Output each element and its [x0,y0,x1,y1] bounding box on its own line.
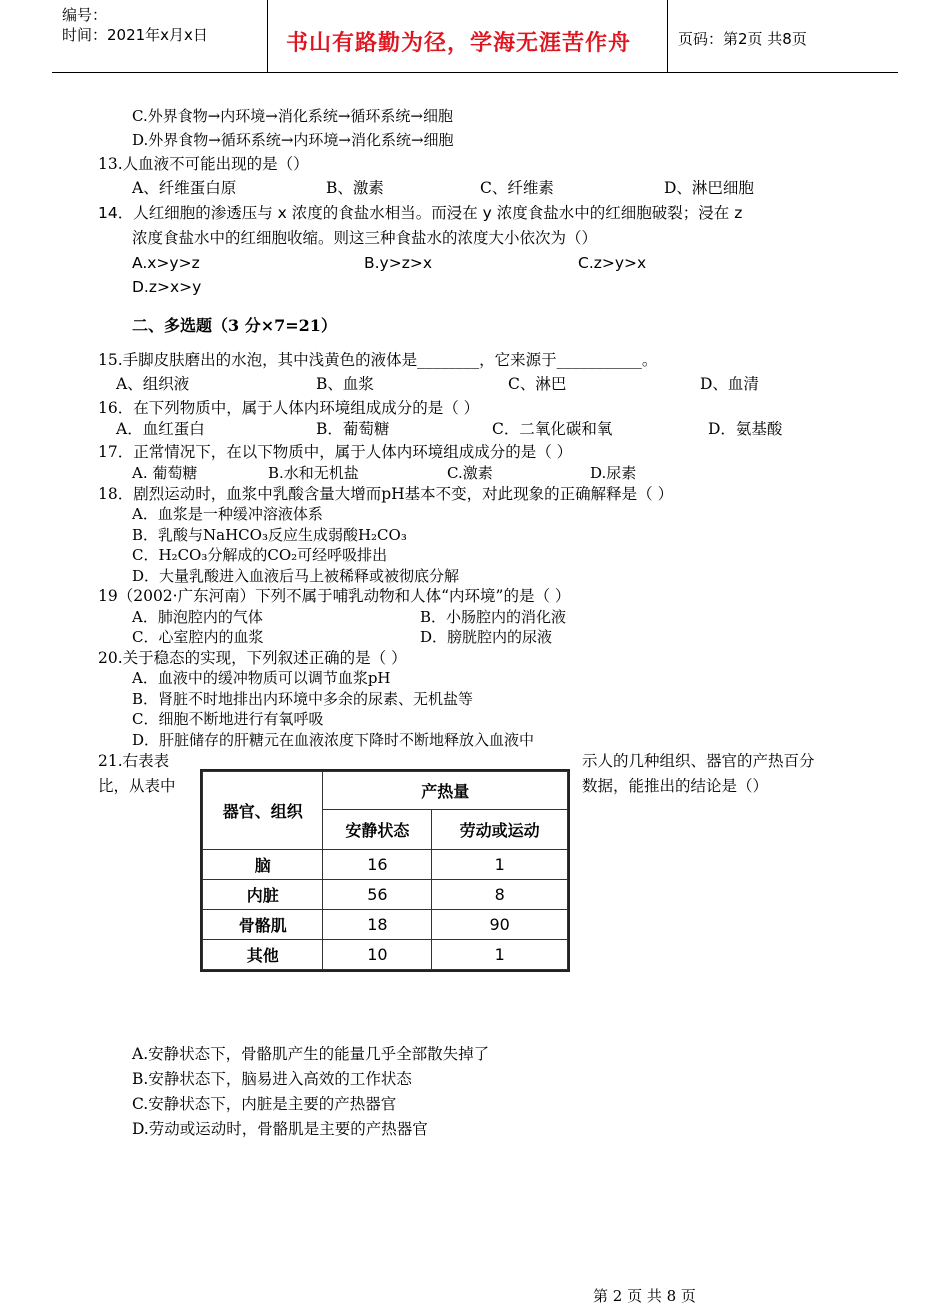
option-b: B、血浆 [316,375,374,393]
option-b: B.水和无机盐 [268,464,359,482]
option-d: D、淋巴细胞 [664,179,754,197]
option-a: A．肺泡腔内的气体 [132,608,263,626]
row-label: 其他 [203,940,323,970]
column-header-organ: 器官、组织 [203,772,323,850]
option-b: B、激素 [326,179,384,197]
column-header-work: 劳动或运动 [432,810,568,850]
option-d: D、血清 [700,375,759,393]
question-20: 20.关于稳态的实现，下列叙述正确的是（ ） [98,649,407,667]
question-21-right2: 数据，能推出的结论是（） [582,777,769,795]
question-16: 16．在下列物质中，属于人体内环境组成成分的是（ ） [98,399,480,417]
question-15: 15.手脚皮肤磨出的水泡，其中浅黄色的液体是________，它来源于___________。 [98,351,658,369]
page-footer: 第 2 页 共 8 页 [593,1287,696,1305]
option-a: A.安静状态下，骨骼肌产生的能量几乎全部散失掉了 [132,1045,490,1063]
option-a: A、组织液 [116,375,190,393]
option-c: C.安静状态下，内脏是主要的产热器官 [132,1095,397,1113]
option-d: D.劳动或运动时，骨骼肌是主要的产热器官 [132,1120,428,1138]
option-line: C.外界食物→内环境→消化系统→循环系统→细胞 [132,107,453,125]
option-c: C．H₂CO₃分解成的CO₂可经呼吸排出 [132,546,388,564]
header-divider-right [667,0,668,73]
option-a: A．血浆是一种缓冲溶液体系 [132,505,323,523]
data-table [202,771,568,970]
question-14-line1: 14．人红细胞的渗透压与 x 浓度的食盐水相当。而浸在 y 浓度食盐水中的红细胞破裂；浸在 z [98,204,743,222]
header-rule [52,72,898,73]
serial-label: 编号： [62,6,108,24]
option-d: D．氨基酸 [708,420,783,438]
option-line: D.外界食物→循环系统→内环境→消化系统→细胞 [132,131,454,149]
column-header-rest: 安静状态 [323,810,432,850]
option-b: B．葡萄糖 [316,420,390,438]
option-d: D.尿素 [590,464,637,482]
question-19: 19（2002·广东河南）下列不属于哺乳动物和人体“内环境”的是（ ） [98,587,571,605]
header-divider-left [267,0,268,73]
option-d: D．肝脏储存的肝糖元在血液浓度下降时不断地释放入血液中 [132,731,535,749]
question-14-line2: 浓度食盐水中的红细胞收缩。则这三种食盐水的浓度大小依次为（） [132,229,598,247]
table-row [203,850,568,880]
question-21-left2: 比，从表中 [98,777,176,795]
option-c: C.z>y>x [578,254,647,272]
motto: 书山有路勤为径，学海无涯苦作舟 [286,30,632,56]
option-a: A.x>y>z [132,254,200,272]
option-b: B.y>z>x [364,254,433,272]
option-c: C、淋巴 [508,375,567,393]
row-label: 内脏 [203,880,323,910]
option-c: C、纤维素 [480,179,554,197]
cell-rest: 56 [323,880,432,910]
cell-work: 90 [432,910,568,940]
option-c: C．细胞不断地进行有氧呼吸 [132,710,324,728]
option-a: A．血液中的缓冲物质可以调节血浆pH [132,669,391,687]
cell-rest: 16 [323,850,432,880]
column-header-heat: 产热量 [323,772,568,810]
option-d: D．膀胱腔内的尿液 [420,628,553,646]
row-label: 骨骼肌 [203,910,323,940]
option-b: B．乳酸与NaHCO₃反应生成弱酸H₂CO₃ [132,526,407,544]
cell-work: 8 [432,880,568,910]
option-d: D.z>x>y [132,278,202,296]
page-label: 页码：第2页 共8页 [678,30,807,48]
cell-work: 1 [432,850,568,880]
table-row [203,880,568,910]
option-b: B.安静状态下，脑易进入高效的工作状态 [132,1070,412,1088]
option-b: B．肾脏不时地排出内环境中多余的尿素、无机盐等 [132,690,474,708]
option-c: C．心室腔内的血浆 [132,628,264,646]
option-c: C．二氧化碳和氧 [492,420,613,438]
cell-work: 1 [432,940,568,970]
time-label: 时间：2021年x月x日 [62,26,208,44]
cell-rest: 18 [323,910,432,940]
section-heading: 二、多选题（3 分×7=21） [132,316,337,335]
option-b: B．小肠腔内的消化液 [420,608,567,626]
question-17: 17．正常情况下，在以下物质中，属于人体内环境组成成分的是（ ） [98,443,573,461]
row-label: 脑 [203,850,323,880]
table-row [203,940,568,970]
cell-rest: 10 [323,940,432,970]
question-13: 13.人血液不可能出现的是（） [98,155,309,173]
question-21-left1: 21.右表表 [98,752,170,770]
question-21-right1: 示人的几种组织、器官的产热百分 [582,752,815,770]
option-a: A、纤维蛋白原 [132,179,237,197]
question-18: 18．剧烈运动时，血浆中乳酸含量大增而pH基本不变，对此现象的正确解释是（ ） [98,485,674,503]
heat-production-table [200,769,570,972]
option-c: C.激素 [447,464,493,482]
option-a: A. 葡萄糖 [132,464,198,482]
option-a: A．血红蛋白 [116,420,205,438]
table-row [203,910,568,940]
option-d: D．大量乳酸进入血液后马上被稀释或被彻底分解 [132,567,460,585]
